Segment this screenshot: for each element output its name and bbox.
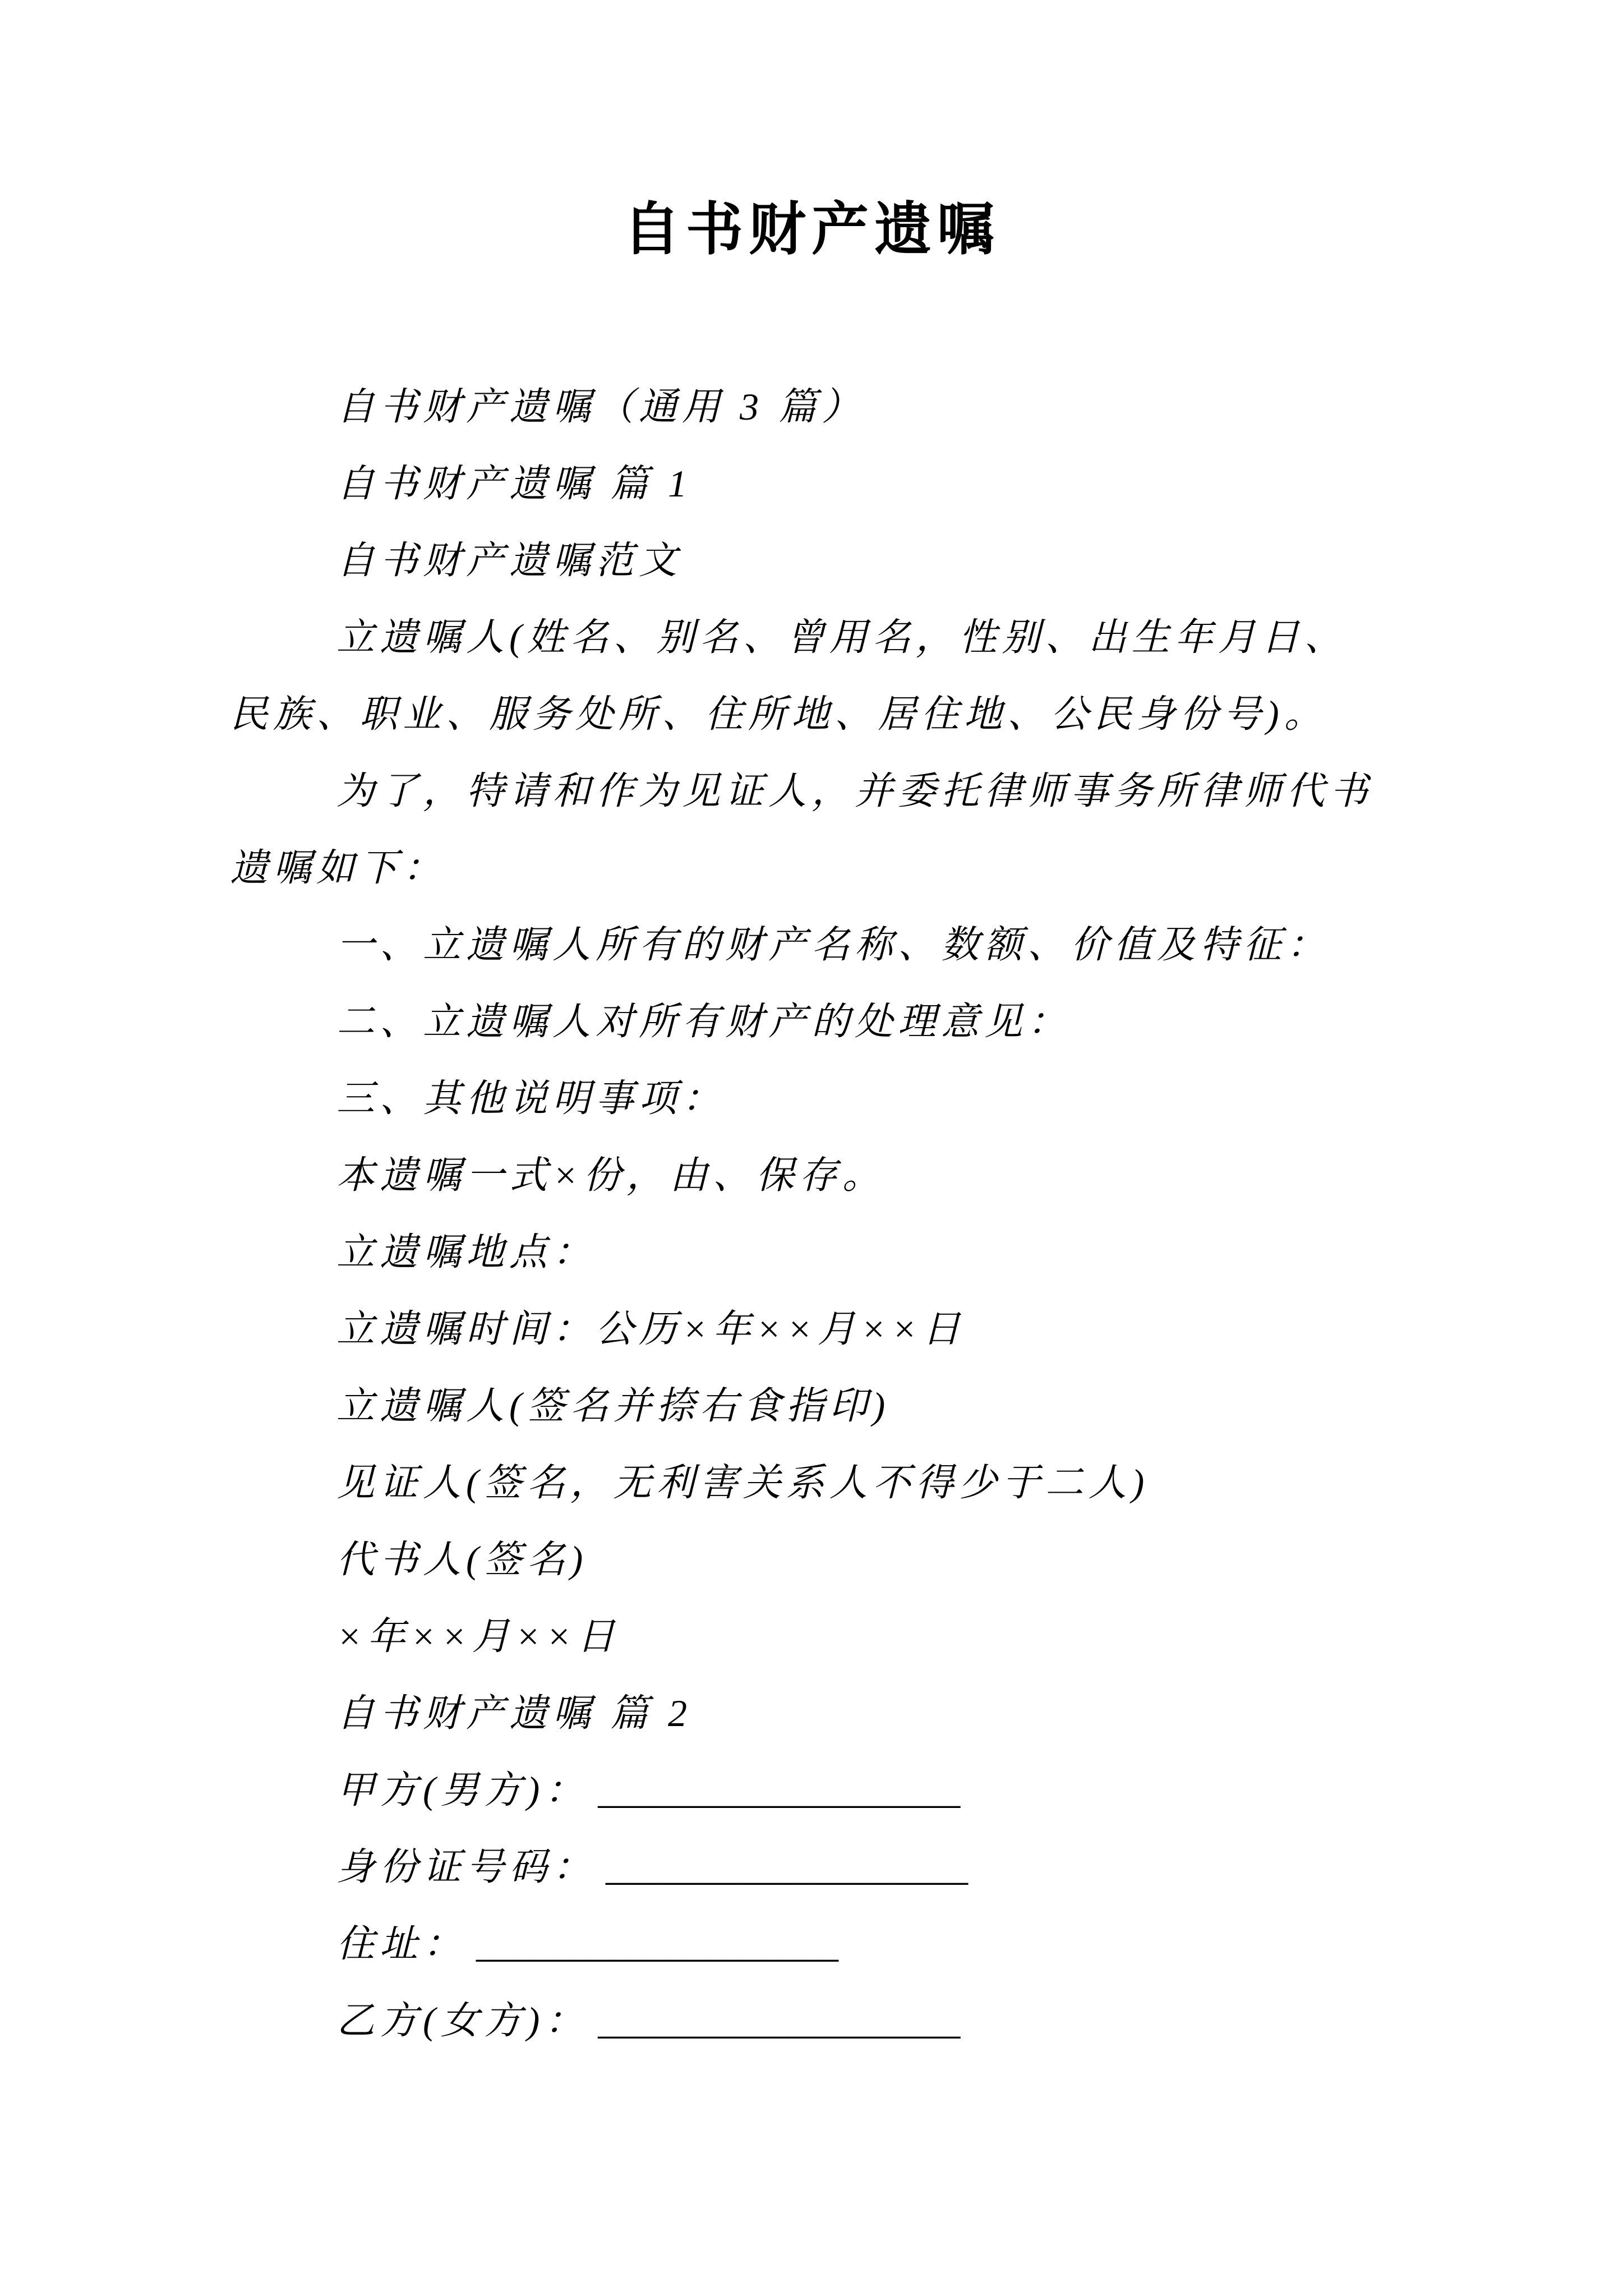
paragraph-line: 自书财产遗嘱范文 bbox=[336, 539, 683, 582]
paragraph-line: 见证人(签名，无利害关系人不得少于二人) bbox=[336, 1461, 1150, 1504]
paragraph-line: 立遗嘱时间：公历×年××月××日 bbox=[336, 1308, 966, 1350]
paragraph-line: 遗嘱如下： bbox=[230, 846, 446, 889]
paragraph-line: 立遗嘱人(姓名、别名、曾用名，性别、出生年月日、 bbox=[336, 616, 1348, 659]
paragraph-line: ×年××月××日 bbox=[336, 1615, 620, 1658]
paragraph-line: 立遗嘱地点： bbox=[336, 1231, 596, 1273]
fill-in-blank: ___________________ bbox=[606, 1846, 969, 1888]
form-line bbox=[230, 1982, 1402, 2059]
paragraph-line: 一、立遗嘱人所有的财产名称、数额、价值及特征： bbox=[336, 923, 1330, 966]
paragraph-line: 自书财产遗嘱 篇 2 bbox=[336, 1692, 693, 1734]
paragraph-line: 代书人(签名) bbox=[336, 1538, 588, 1581]
paragraph-line: 自书财产遗嘱（通用 3 篇） bbox=[336, 385, 865, 428]
paragraph-line: 自书财产遗嘱 篇 1 bbox=[336, 462, 693, 505]
fill-in-blank: ___________________ bbox=[476, 1922, 839, 1965]
field-label: 住址： bbox=[336, 1922, 467, 1965]
paragraph-line: 二、立遗嘱人对所有财产的处理意见： bbox=[336, 1000, 1071, 1043]
field-label: 甲方(男方)： bbox=[336, 1769, 588, 1811]
document-title: 自书财产遗嘱 bbox=[623, 199, 1000, 262]
fill-in-blank: ___________________ bbox=[598, 1999, 961, 2042]
paragraph-line: 本遗嘱一式×份，由、保存。 bbox=[336, 1154, 886, 1197]
field-label: 身份证号码： bbox=[336, 1846, 596, 1888]
paragraph-line: 立遗嘱人(签名并捺右食指印) bbox=[336, 1384, 891, 1427]
form-line bbox=[230, 1906, 1402, 1982]
form-line bbox=[230, 1752, 1402, 1829]
document-body bbox=[230, 369, 1402, 2059]
paragraph-line: 民族、职业、服务处所、住所地、居住地、公民身份号)。 bbox=[230, 693, 1327, 735]
field-label: 乙方(女方)： bbox=[336, 1999, 588, 2042]
form-line bbox=[230, 1829, 1402, 1906]
fill-in-blank: ___________________ bbox=[598, 1769, 961, 1811]
paragraph-line: 三、其他说明事项： bbox=[336, 1077, 726, 1120]
paragraph-line: 为了，特请和作为见证人，并委托律师事务所律师代书 bbox=[336, 770, 1373, 812]
